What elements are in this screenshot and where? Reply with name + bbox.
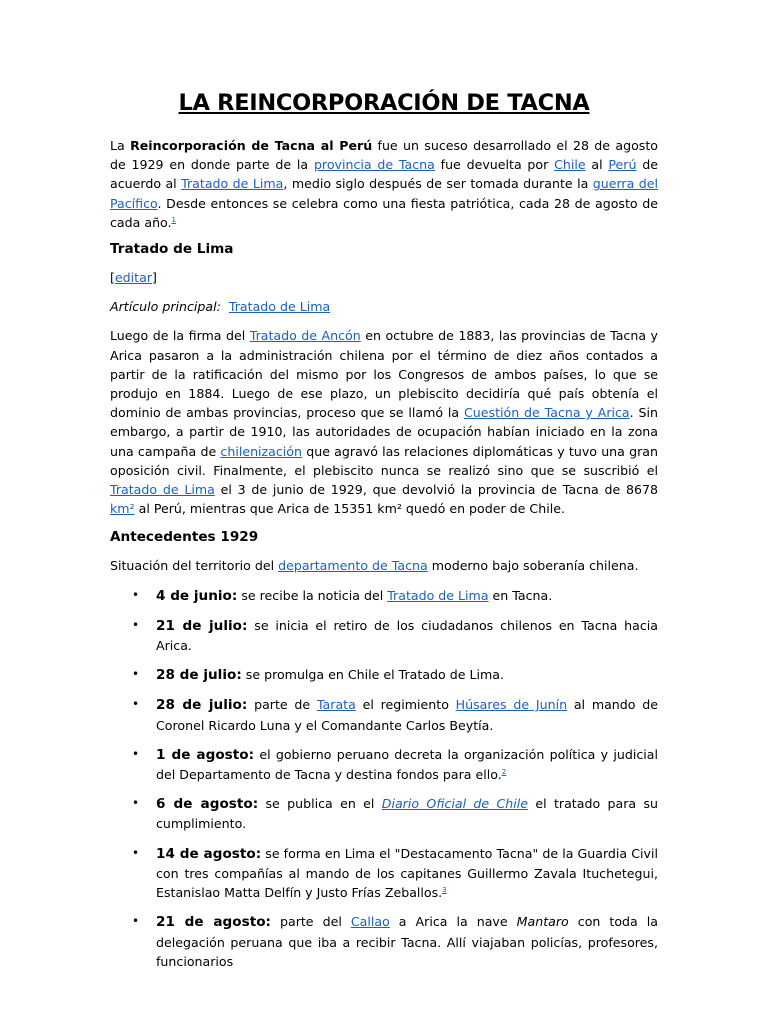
bullet: •	[132, 796, 140, 811]
main-article-label: Artículo principal:	[110, 299, 221, 315]
event-date: 14 de agosto:	[156, 845, 262, 862]
event-date: 21 de julio:	[156, 617, 248, 634]
link-tratado-de-ancon[interactable]: Tratado de Ancón	[249, 328, 361, 344]
link-chile[interactable]: Chile	[554, 157, 586, 173]
event-date: 4 de junio:	[156, 587, 238, 604]
bullet: •	[132, 587, 140, 602]
edit-link[interactable]: editar	[114, 270, 152, 286]
list-item	[110, 695, 658, 734]
bullet: •	[132, 697, 140, 712]
event-date: 21 de agosto:	[156, 914, 271, 931]
event-date: 6 de agosto:	[156, 796, 259, 813]
link-tratado-de-lima-2[interactable]: Tratado de Lima	[110, 482, 215, 498]
text: . Sin embargo, a partir de 1910, las autoridades de ocupación habían iniciado en la zona una campaña de	[110, 405, 658, 459]
footnote-ref-1[interactable]: 1	[171, 215, 177, 224]
bullet: •	[132, 617, 140, 632]
link-callao[interactable]: Callao	[350, 914, 390, 930]
footnote-ref-3[interactable]: 3	[442, 885, 447, 894]
text: en Tacna.	[488, 587, 553, 603]
text: se recibe la noticia del	[237, 587, 388, 603]
intro-paragraph	[110, 136, 658, 232]
link-husares-de-junin[interactable]: Húsares de Junín	[455, 697, 568, 713]
section-heading-tratado-de-lima: Tratado de Lima	[110, 241, 234, 258]
text: parte de	[247, 697, 317, 713]
text: se inicia el retiro de los ciudadanos chilenos en Tacna hacia Arica.	[156, 617, 659, 654]
link-departamento-de-tacna[interactable]: departamento de Tacna	[278, 558, 428, 574]
link-tratado-de-lima-3[interactable]: Tratado de Lima	[387, 587, 489, 603]
link-main-article-tratado-de-lima[interactable]: Tratado de Lima	[228, 299, 331, 315]
text: parte del	[270, 914, 351, 930]
ship-name: Mantaro	[516, 914, 569, 930]
bullet: •	[132, 914, 140, 929]
main-article-note	[110, 297, 658, 316]
link-diario-oficial-de-chile[interactable]: Diario Oficial de Chile	[381, 796, 529, 812]
list-item	[110, 745, 658, 784]
events-list	[110, 586, 658, 971]
edit-section	[110, 268, 658, 287]
text: fue devuelta por	[434, 157, 555, 173]
page-title: LA REINCORPORACIÓN DE TACNA	[178, 90, 590, 116]
link-tratado-de-lima[interactable]: Tratado de Lima	[181, 176, 284, 192]
text: . Desde entonces se celebra como una fiesta patriótica, cada 28 de agosto de cada año.	[110, 195, 658, 230]
list-item	[110, 844, 658, 903]
text: La	[110, 138, 131, 153]
section-heading-antecedentes: Antecedentes 1929	[110, 529, 259, 546]
text: se publica en el	[258, 796, 382, 812]
link-tarata[interactable]: Tarata	[316, 697, 356, 713]
list-item	[110, 665, 658, 685]
footnote-ref-2[interactable]: 2	[501, 767, 507, 776]
link-chilenizacion[interactable]: chilenización	[220, 443, 302, 459]
text: el tratado para su cumplimiento.	[156, 796, 658, 832]
text: a Arica la nave	[389, 914, 517, 930]
event-date: 1 de agosto:	[156, 746, 255, 763]
text: Luego de la firma del	[110, 328, 250, 344]
text: en octubre de 1883, las provincias de Tacna y Arica pasaron a la administración chilena por el término de diez años contados a partir de la ratificación del mismo por los Congresos de ambos países, lo que se produjo en 1884. Luego de ese plazo, un plebiscito decidiría qué país obtenía el dominio de ambas provincias, proceso que se llamó la	[110, 328, 658, 421]
text: con toda la delegación peruana que iba a recibir Tacna. Allí viajaban policías, profesores, funcionarios	[156, 914, 658, 969]
bullet: •	[132, 746, 140, 761]
bullet: •	[132, 667, 140, 682]
bracket: [	[110, 270, 115, 286]
bracket: ]	[152, 270, 157, 286]
bold-text: Reincorporación de Tacna al Perú	[130, 138, 373, 153]
text: al mando de Coronel Ricardo Luna y el Comandante Carlos Beytía.	[156, 697, 659, 733]
event-date: 28 de julio:	[156, 667, 242, 684]
bullet: •	[132, 845, 140, 860]
link-km2[interactable]: km²	[110, 501, 135, 517]
text: Situación del territorio del	[110, 558, 279, 574]
link-cuestion-de-tacna-y-arica[interactable]: Cuestión de Tacna y Arica	[463, 405, 630, 421]
link-guerra-del-pacifico[interactable]: guerra del Pacífico	[110, 176, 659, 211]
text: , medio siglo después de ser tomada durante la	[283, 176, 593, 192]
text: al	[585, 157, 609, 173]
tratado-paragraph	[110, 326, 658, 518]
text: el regimiento	[355, 697, 456, 713]
text: se forma en Lima el "Destacamento Tacna" de la Guardia Civil con tres compañías al mando de los capitanes Guillermo Zavala Ituchetegui, Estanislao Matta Delfín y Justo Frías Zeballos.	[156, 845, 658, 901]
text: que agravó las relaciones diplomáticas y tuvo una gran oposición civil. Finalmente, el plebiscito nunca se realizó sino que se suscribió el	[110, 443, 658, 478]
link-peru[interactable]: Perú	[608, 157, 637, 173]
text: se promulga en Chile el Tratado de Lima.	[241, 667, 504, 683]
link-provincia-de-tacna[interactable]: provincia de Tacna	[313, 157, 435, 173]
list-item	[110, 586, 658, 606]
event-date: 28 de julio:	[156, 697, 248, 714]
list-item	[110, 794, 658, 833]
text: fue un suceso desarrollado el 28 de agosto de 1929 en donde parte de la	[110, 138, 658, 173]
list-item	[110, 616, 658, 655]
text: moderno bajo soberanía chilena.	[427, 558, 639, 574]
text: al Perú, mientras que Arica de 15351 km² quedó en poder de Chile.	[134, 501, 565, 517]
list-item	[110, 912, 658, 971]
document-page	[110, 88, 658, 981]
text: el gobierno peruano decreta la organización política y judicial del Departamento de Tacna y destina fondos para ello.	[156, 746, 659, 783]
situation-paragraph	[110, 556, 658, 575]
text: de acuerdo al	[110, 157, 658, 192]
text: el 3 de junio de 1929, que devolvió la provincia de Tacna de 8678	[214, 482, 658, 498]
